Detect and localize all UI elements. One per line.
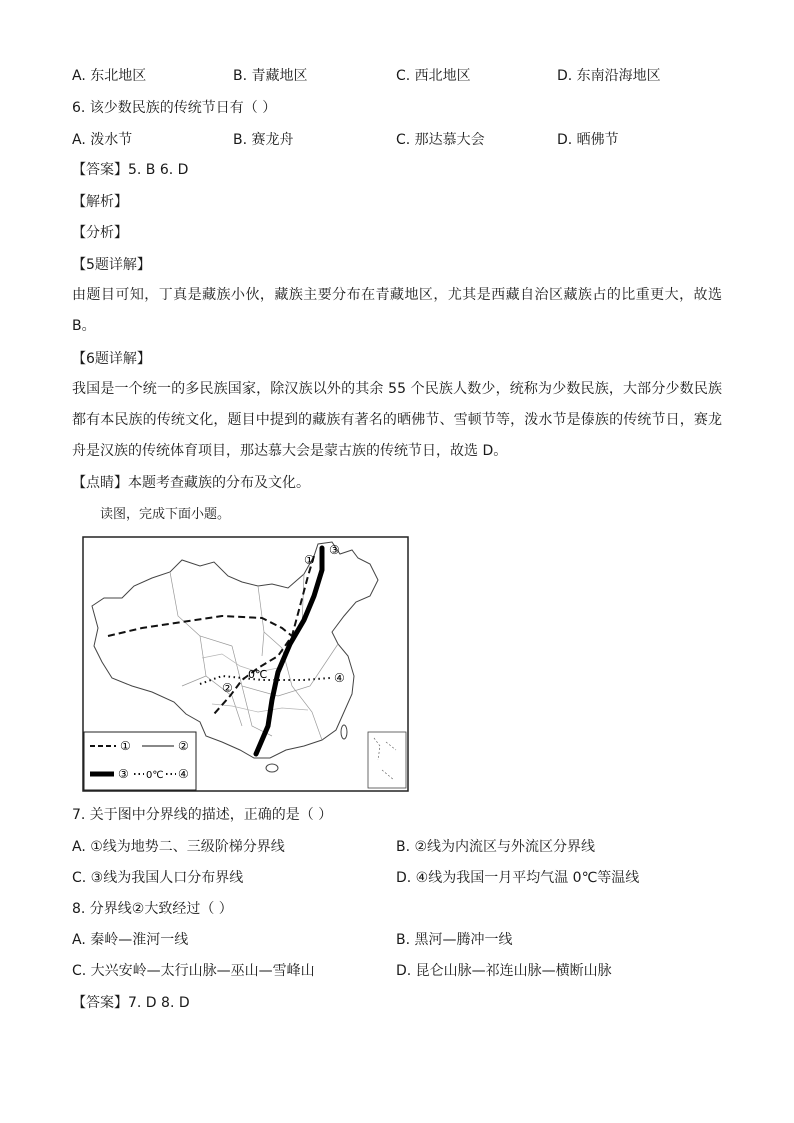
map-label-0c: 0℃ (248, 668, 268, 681)
q8-option-b: B. 黑河—腾冲一线 (396, 932, 513, 948)
q6-option-c: C. 那达慕大会 (396, 132, 485, 148)
q6-stem: 6. 该少数民族的传统节日有（ ） (72, 100, 277, 116)
legend-0c-label: 0℃ (146, 770, 164, 781)
q7-option-b: B. ②线为内流区与外流区分界线 (396, 839, 596, 855)
q7-option-a: A. ①线为地势二、三级阶梯分界线 (72, 839, 285, 855)
q6-option-b: B. 赛龙舟 (233, 132, 294, 148)
read-map-instruction: 读图，完成下面小题。 (100, 507, 231, 522)
legend-3-label: ③ (118, 767, 129, 781)
q7-option-c: C. ③线为我国人口分布界线 (72, 870, 244, 886)
q5-option-c: C. 西北地区 (396, 68, 471, 84)
q8-option-c: C. 大兴安岭—太行山脉—巫山—雪峰山 (72, 963, 315, 979)
map-label-3: ③ (329, 543, 340, 557)
answer-7-8: 【答案】7. D 8. D (72, 995, 190, 1011)
q8-option-d: D. 昆仑山脉—祁连山脉—横断山脉 (396, 963, 612, 979)
q5-option-d: D. 东南沿海地区 (557, 68, 661, 84)
map-label-1: ① (304, 553, 315, 567)
fenxi-label: 【分析】 (72, 225, 128, 241)
map-label-2: ② (222, 681, 233, 695)
detail-5-body: 由题目可知，丁真是藏族小伙，藏族主要分布在青藏地区，尤其是西藏自治区藏族占的比重更大，故选B。 (72, 287, 722, 334)
q8-stem: 8. 分界线②大致经过（ ） (72, 901, 233, 917)
analysis-label: 【解析】 (72, 194, 128, 210)
q5-option-b: B. 青藏地区 (233, 68, 308, 84)
q7-option-d: D. ④线为我国一月平均气温 0℃等温线 (396, 870, 640, 886)
q5-option-a: A. 东北地区 (72, 68, 147, 84)
answer-5-6: 【答案】5. B 6. D (72, 162, 189, 178)
map-label-4: ④ (334, 671, 345, 685)
legend-2-label: ② (178, 739, 189, 753)
dianjing-note: 【点睛】本题考查藏族的分布及文化。 (72, 475, 310, 491)
q6-option-a: A. 泼水节 (72, 132, 133, 148)
q6-option-d: D. 晒佛节 (557, 132, 619, 148)
q7-stem: 7. 关于图中分界线的描述，正确的是（ ） (72, 807, 333, 823)
legend-1-label: ① (120, 739, 131, 753)
china-boundary-map (82, 536, 409, 792)
q8-option-a: A. 秦岭—淮河一线 (72, 932, 189, 948)
detail-6-body: 我国是一个统一的多民族国家，除汉族以外的其余 55 个民族人数少，统称为少数民族，大部分少数民族都有本民族的传统文化，题目中提到的藏族有著名的晒佛节、雪顿节等，泼水节是傣族的传统节日，赛龙舟是汉族的传统体育项目，那达慕大会是蒙古族的传统节日，故选 D。 (72, 381, 722, 459)
detail-5-heading: 【5题详解】 (72, 257, 151, 273)
detail-6-heading: 【6题详解】 (72, 351, 151, 367)
legend-4-label: ④ (178, 767, 189, 781)
